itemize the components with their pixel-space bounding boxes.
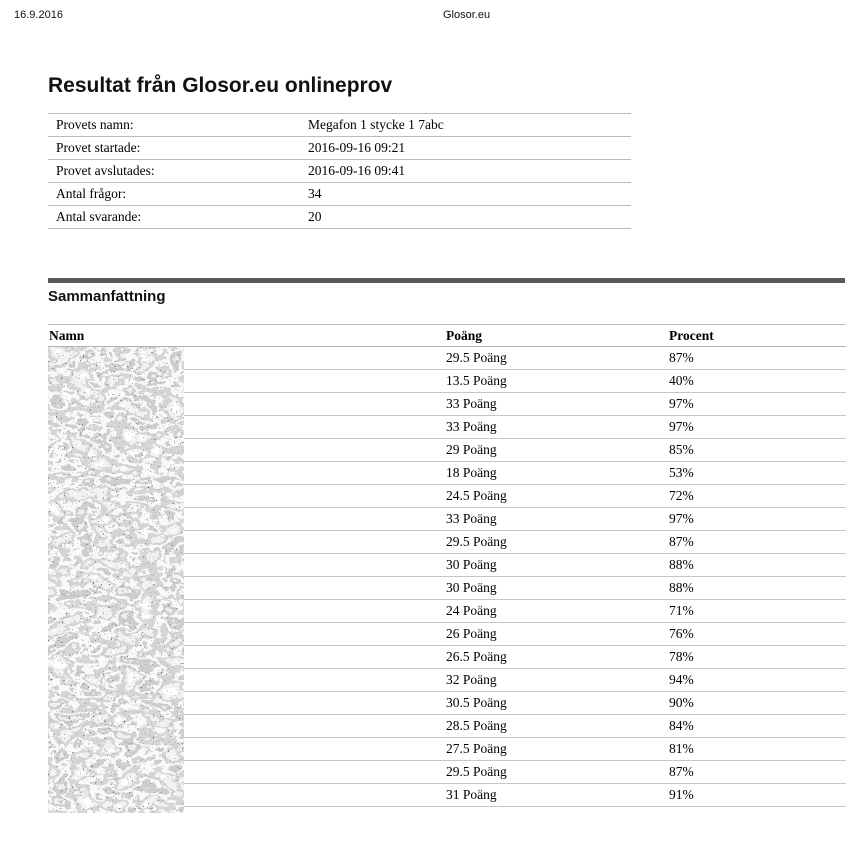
percent-cell: 87% — [669, 531, 846, 554]
info-label: Provet avslutades: — [48, 160, 308, 183]
column-header-poang: Poäng — [446, 325, 669, 347]
percent-cell: 78% — [669, 646, 846, 669]
noise-pattern-svg — [48, 347, 184, 813]
points-cell: 31 Poäng — [446, 784, 669, 807]
info-value: Megafon 1 stycke 1 7abc — [308, 114, 631, 137]
points-cell: 33 Poäng — [446, 393, 669, 416]
percent-cell: 97% — [669, 416, 846, 439]
points-cell: 33 Poäng — [446, 416, 669, 439]
percent-cell: 90% — [669, 692, 846, 715]
print-header-site: Glosor.eu — [443, 9, 491, 21]
info-value: 20 — [308, 206, 631, 229]
info-value: 2016-09-16 09:21 — [308, 137, 631, 160]
test-info-body — [48, 114, 631, 229]
test-info-table — [48, 113, 631, 229]
points-cell: 26 Poäng — [446, 623, 669, 646]
percent-cell: 88% — [669, 577, 846, 600]
column-header-namn: Namn — [48, 325, 446, 347]
print-header-date: 16.9.2016 — [14, 9, 63, 21]
percent-cell: 94% — [669, 669, 846, 692]
percent-cell: 97% — [669, 393, 846, 416]
points-cell: 30.5 Poäng — [446, 692, 669, 715]
percent-cell: 53% — [669, 462, 846, 485]
percent-cell: 85% — [669, 439, 846, 462]
info-row — [48, 206, 631, 229]
percent-cell: 81% — [669, 738, 846, 761]
info-row — [48, 160, 631, 183]
info-label: Antal svarande: — [48, 206, 308, 229]
points-cell: 13.5 Poäng — [446, 370, 669, 393]
points-cell: 29.5 Poäng — [446, 531, 669, 554]
percent-cell: 40% — [669, 370, 846, 393]
summary-header-row — [48, 325, 846, 347]
info-value: 34 — [308, 183, 631, 206]
info-label: Provet startade: — [48, 137, 308, 160]
info-row — [48, 137, 631, 160]
info-value: 2016-09-16 09:41 — [308, 160, 631, 183]
points-cell: 30 Poäng — [446, 577, 669, 600]
percent-cell: 72% — [669, 485, 846, 508]
points-cell: 29.5 Poäng — [446, 347, 669, 370]
points-cell: 33 Poäng — [446, 508, 669, 531]
percent-cell: 71% — [669, 600, 846, 623]
section-divider-bar — [48, 278, 845, 283]
summary-heading: Sammanfattning — [48, 288, 166, 305]
points-cell: 24 Poäng — [446, 600, 669, 623]
percent-cell: 91% — [669, 784, 846, 807]
points-cell: 32 Poäng — [446, 669, 669, 692]
points-cell: 27.5 Poäng — [446, 738, 669, 761]
points-cell: 28.5 Poäng — [446, 715, 669, 738]
percent-cell: 87% — [669, 347, 846, 370]
page-title: Resultat från Glosor.eu onlineprov — [48, 74, 393, 97]
info-row — [48, 114, 631, 137]
points-cell: 24.5 Poäng — [446, 485, 669, 508]
percent-cell: 76% — [669, 623, 846, 646]
points-cell: 29.5 Poäng — [446, 761, 669, 784]
percent-cell: 84% — [669, 715, 846, 738]
info-label: Provets namn: — [48, 114, 308, 137]
percent-cell: 97% — [669, 508, 846, 531]
column-header-procent: Procent — [669, 325, 846, 347]
percent-cell: 88% — [669, 554, 846, 577]
points-cell: 29 Poäng — [446, 439, 669, 462]
info-label: Antal frågor: — [48, 183, 308, 206]
points-cell: 30 Poäng — [446, 554, 669, 577]
redacted-names-noise — [48, 347, 184, 813]
points-cell: 18 Poäng — [446, 462, 669, 485]
info-row — [48, 183, 631, 206]
percent-cell: 87% — [669, 761, 846, 784]
points-cell: 26.5 Poäng — [446, 646, 669, 669]
